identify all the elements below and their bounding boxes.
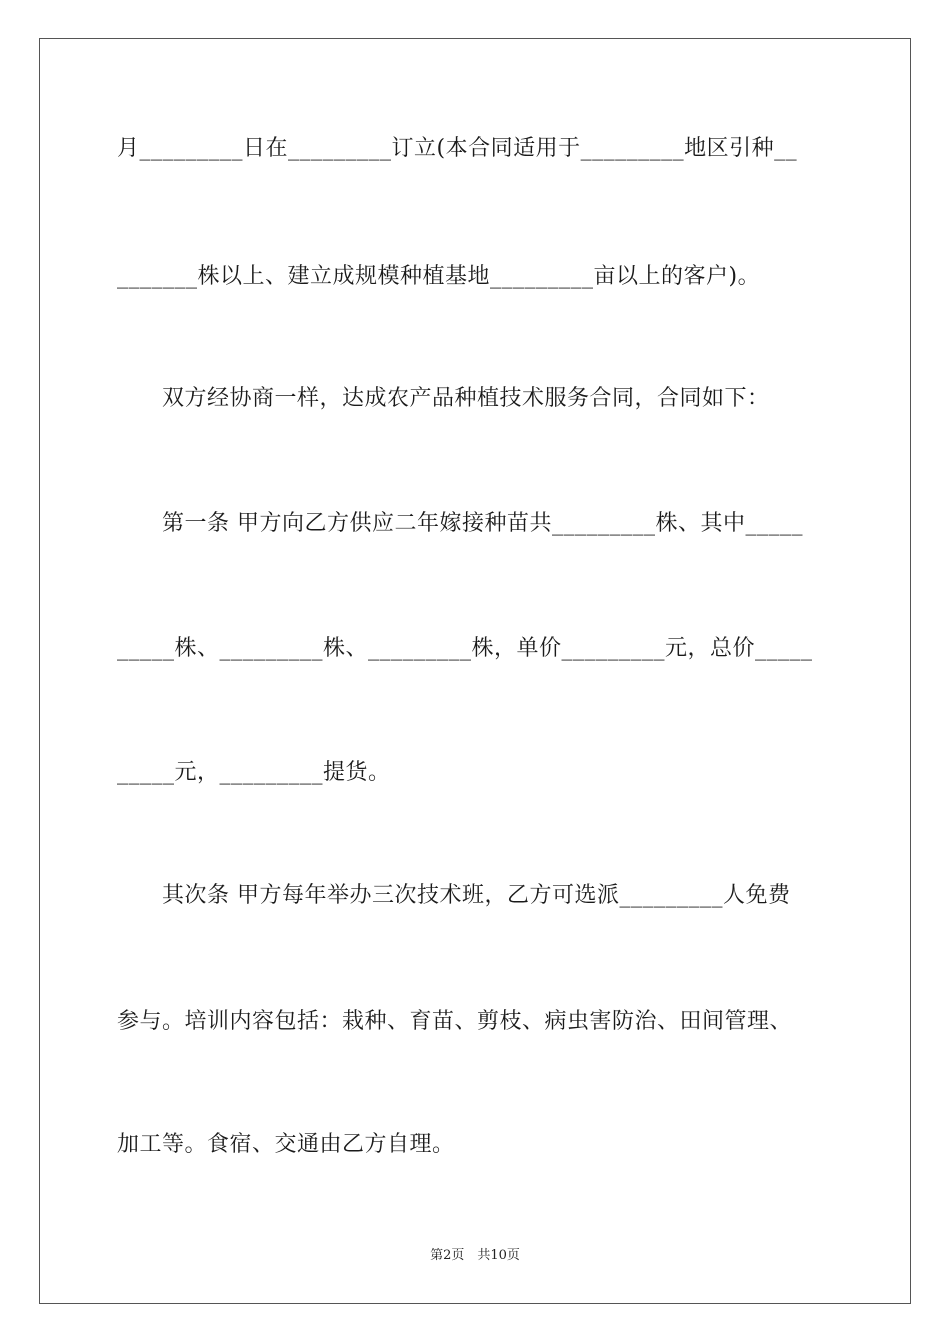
text-line-7: 其次条 甲方每年举办三次技术班，乙方可选派_________人免费 (117, 883, 791, 908)
text-line-3: 双方经协商一样，达成农产品种植技术服务合同，合同如下： (117, 386, 770, 411)
text-line-9: 加工等。食宿、交通由乙方自理。 (117, 1132, 455, 1157)
page-border (39, 38, 911, 1304)
text-line-6: _____元，_________提货。 (117, 760, 391, 785)
text-line-1: 月_________日在_________订立(本合同适用于_________地区引种__ (117, 136, 798, 161)
page-number-footer: 第2页 共10页 (430, 1248, 520, 1263)
text-line-2: _______株以上、建立成规模种植基地_________亩以上的客户)。 (117, 264, 761, 289)
text-line-4: 第一条 甲方向乙方供应二年嫁接种苗共_________株、其中_____ (117, 511, 803, 536)
text-line-8: 参与。培训内容包括：栽种、育苗、剪枝、病虫害防治、田间管理、 (117, 1009, 793, 1034)
text-line-5: _____株、_________株、_________株，单价_________元，总价_____ (117, 636, 813, 661)
